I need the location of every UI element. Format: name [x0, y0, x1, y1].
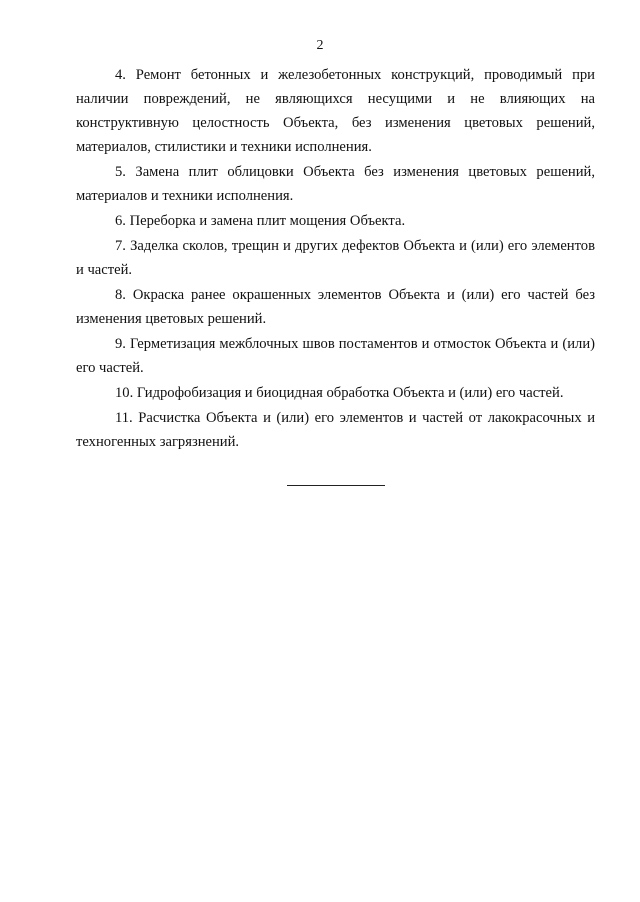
paragraph-item-5: 5. Замена плит облицовки Объекта без изменения цветовых решений, материалов и техники исполнения. — [76, 164, 595, 204]
paragraph-item-7: 7. Заделка сколов, трещин и других дефектов Объекта и (или) его элементов и частей. — [76, 238, 595, 278]
end-separator-line — [287, 485, 385, 486]
document-body — [76, 63, 595, 455]
paragraph-item-11: 11. Расчистка Объекта и (или) его элементов и частей от лакокрасочных и техногенных загрязнений. — [76, 410, 595, 450]
page-number: 2 — [316, 38, 324, 53]
paragraph-item-8: 8. Окраска ранее окрашенных элементов Объекта и (или) его частей без изменения цветовых решений. — [76, 287, 595, 327]
paragraph-item-10: 10. Гидрофобизация и биоцидная обработка Объекта и (или) его частей. — [115, 385, 564, 401]
paragraph-item-6: 6. Переборка и замена плит мощения Объекта. — [115, 213, 406, 229]
paragraph-item-9: 9. Герметизация межблочных швов постаментов и отмосток Объекта и (или) его частей. — [76, 336, 595, 376]
paragraph-item-4: 4. Ремонт бетонных и железобетонных конструкций, проводимый при наличии повреждений, не являющихся несущими и не влияющих на конструктивную целостность Объекта, без изменения цветовых решений, материалов, стилистики и техники исполнения. — [76, 67, 595, 155]
